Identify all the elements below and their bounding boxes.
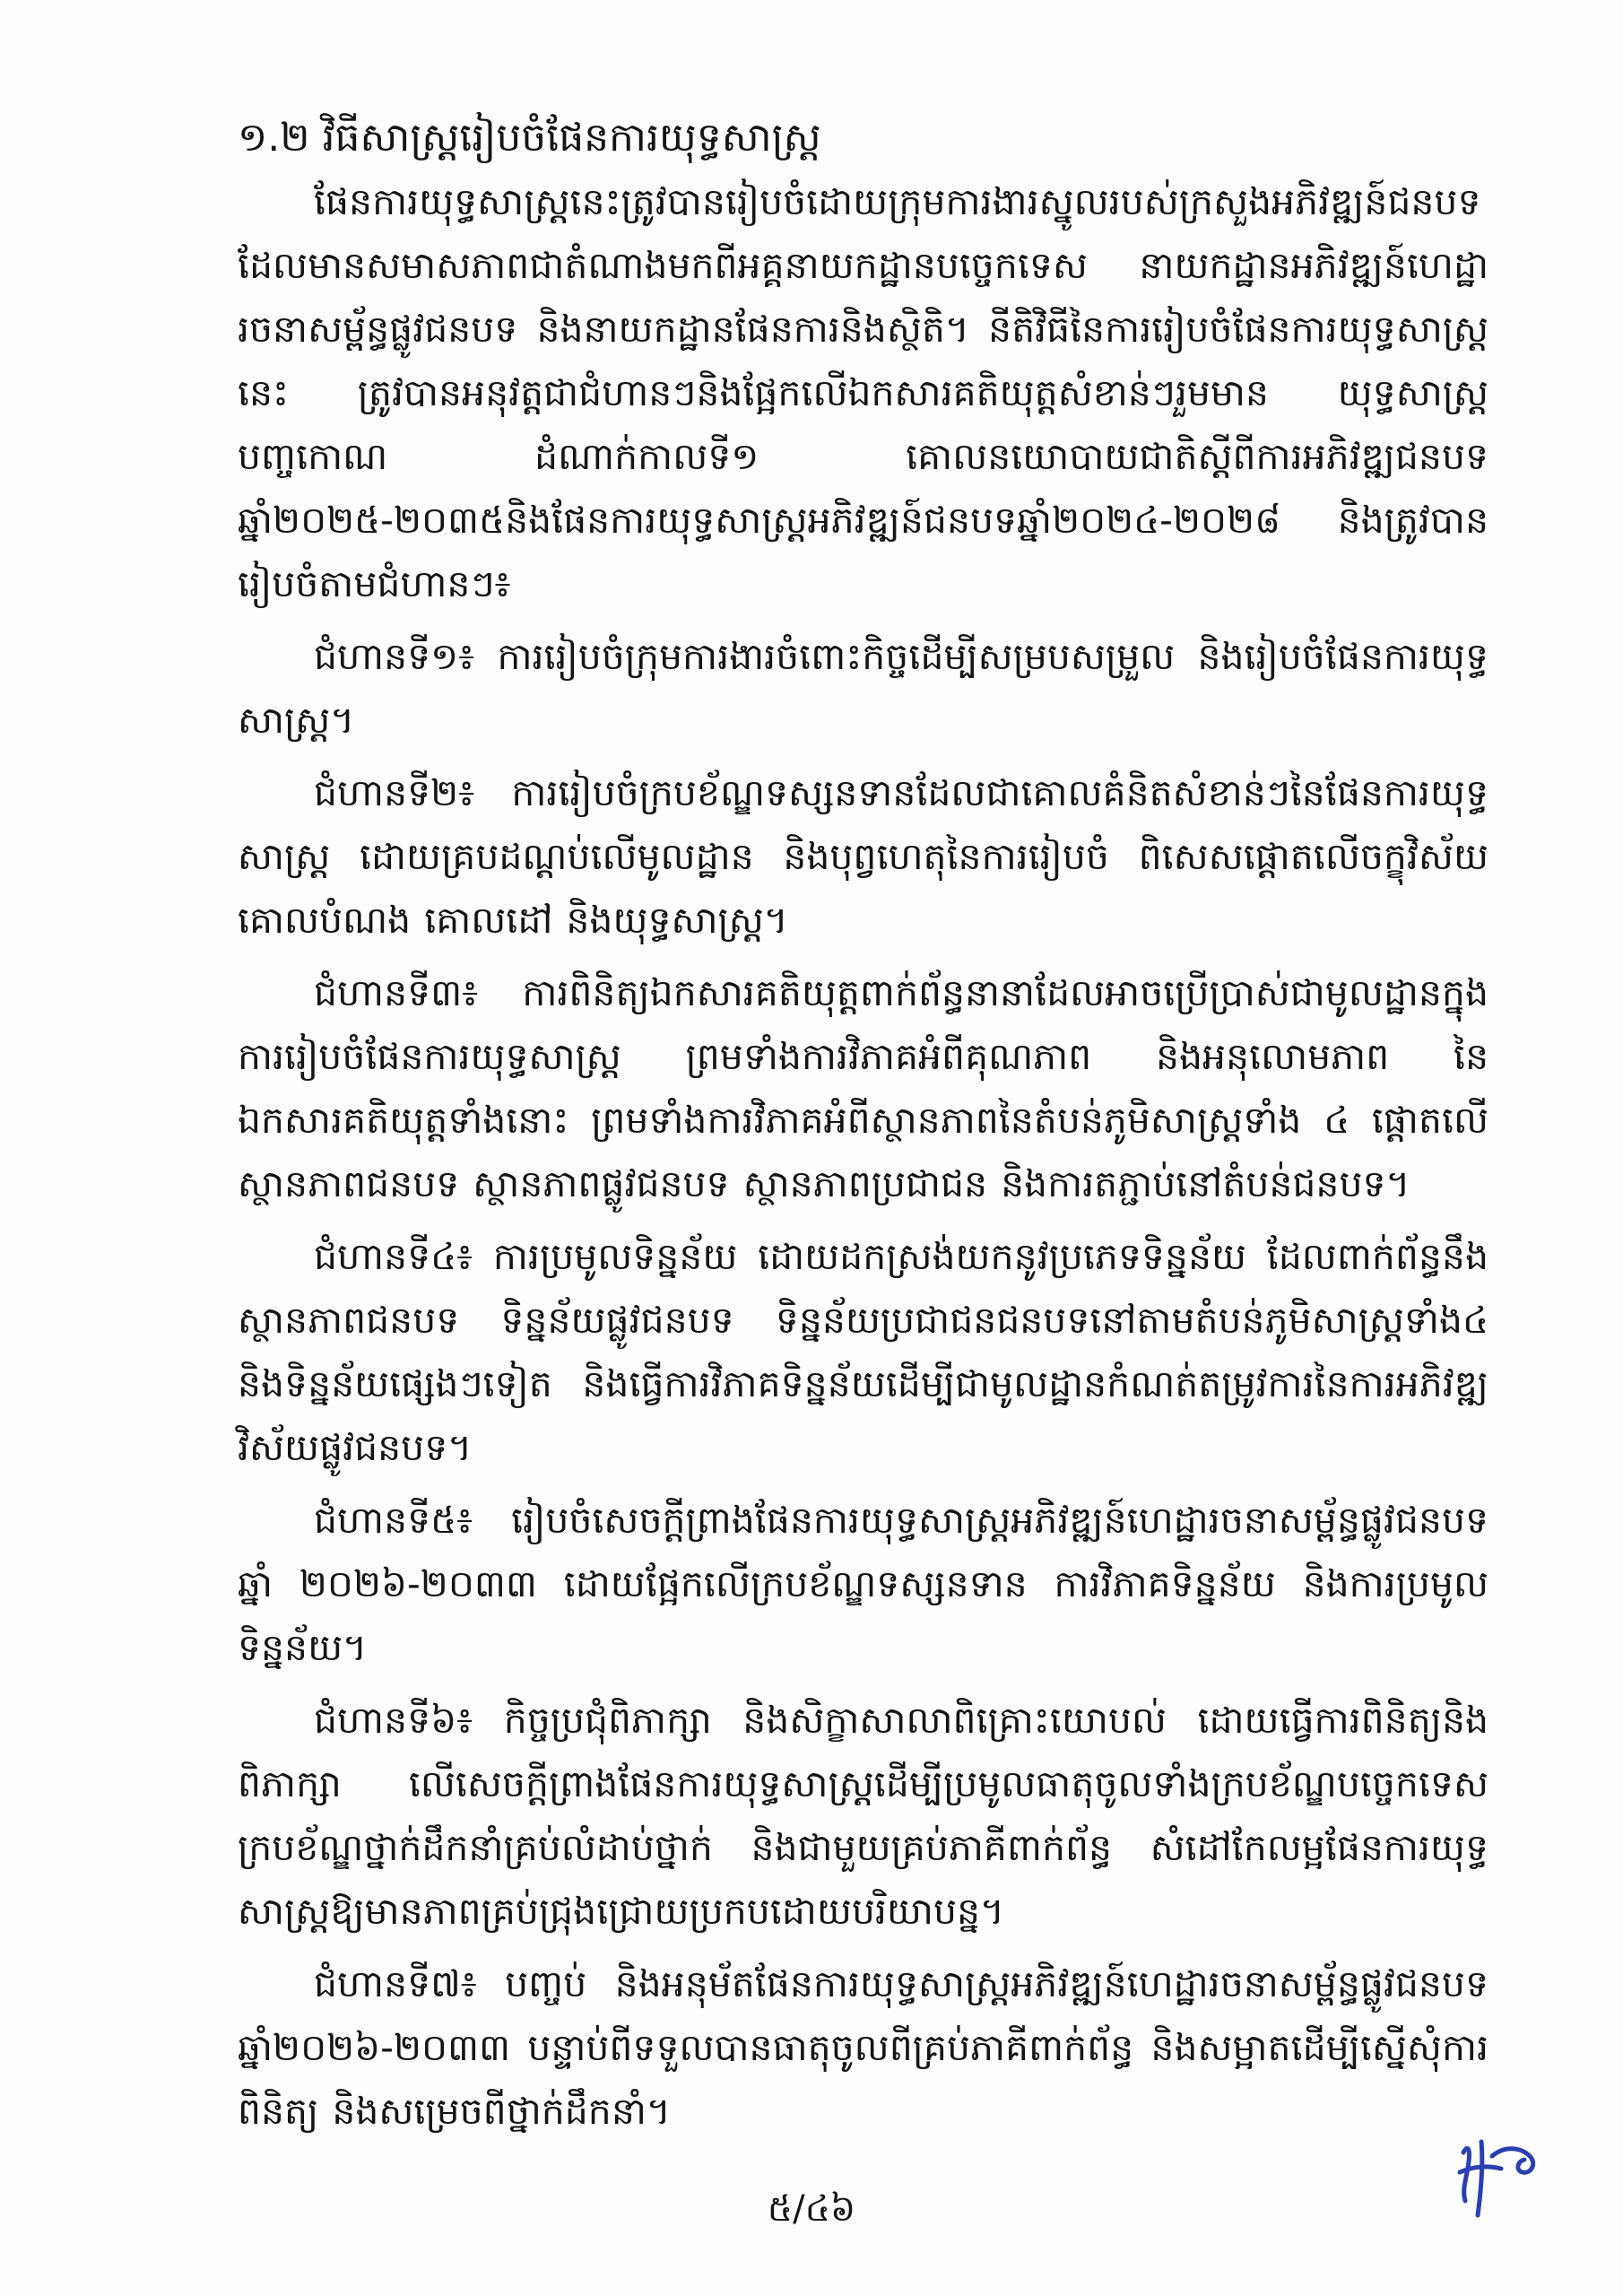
paragraph-step-2: ជំហានទី២៖ ការរៀបចំក្របខ័ណ្ឌទស្សនទានដែលជាគោលគំនិតសំខាន់ៗនៃផែនការយុទ្ធសាស្ត្រ ដោយគ្របដណ្ដប់លើមូលដ្ឋាន និងបុព្វហេតុនៃការរៀបចំ ពិសេសផ្ដោតលើចក្ខុវិស័យ គោលបំណង គោលដៅ និងយុទ្ធសាស្ត្រ។	[238, 771, 1488, 942]
section-heading: ១.២ វិធីសាស្ត្ររៀបចំផែនការយុទ្ធសាស្ត្រ	[238, 115, 821, 161]
paragraph-step-4: ជំហានទី៤៖ ការប្រមូលទិន្នន័យ ដោយដកស្រង់យកនូវប្រភេទទិន្នន័យ ដែលពាក់ព័ន្ធនឹងស្ថានភាពជនបទ ទិន្នន័យផ្លូវជនបទ ទិន្នន័យប្រជាជនជនបទនៅតាមតំបន់ភូមិសាស្ត្រទាំង៤ និងទិន្នន័យផ្សេងៗទៀត និងធ្វើការវិភាគទិន្នន័យដើម្បីជាមូលដ្ឋានកំណត់តម្រូវការនៃការអភិវឌ្ឍវិស័យផ្លូវជនបទ។	[238, 1235, 1488, 1469]
paragraph-intro: ផែនការយុទ្ធសាស្ត្រនេះត្រូវបានរៀបចំដោយក្រុមការងារស្នូលរបស់ក្រសួងអភិវឌ្ឍន៍ជនបទ ដែលមានសមាសភាពជាតំណាងមកពីអគ្គនាយកដ្ឋានបច្ចេកទេស នាយកដ្ឋានអភិវឌ្ឍន៍ហេដ្ឋារចនាសម្ព័ន្ធផ្លូវជនបទ និងនាយកដ្ឋានផែនការនិងស្ថិតិ។ នីតិវិធីនៃការរៀបចំផែនការយុទ្ធសាស្ត្រនេះ ត្រូវបានអនុវត្តជាជំហានៗនិងផ្អែកលើឯកសារគតិយុត្តសំខាន់ៗរួមមាន យុទ្ធសាស្ត្របញ្ចកោណ ដំណាក់កាលទី១ គោលនយោបាយជាតិស្ដីពីការអភិវឌ្ឍជនបទឆ្នាំ២០២៥-២០៣៥និងផែនការយុទ្ធសាស្ត្រអភិវឌ្ឍន៍ជនបទឆ្នាំ២០២៤-២០២៨ និងត្រូវបានរៀបចំតាមជំហានៗ៖	[238, 180, 1488, 605]
paragraph-step-7: ជំហានទី៧៖ បញ្ចប់ និងអនុម័តផែនការយុទ្ធសាស្ត្រអភិវឌ្ឍន៍ហេដ្ឋារចនាសម្ព័ន្ធផ្លូវជនបទឆ្នាំ២០២៦-២០៣៣ បន្ទាប់ពីទទួលបានធាតុចូលពីគ្រប់ភាគីពាក់ព័ន្ធ និងសម្អាតដើម្បីស្នើសុំការពិនិត្យ និងសម្រេចពីថ្នាក់ដឹកនាំ។	[238, 1962, 1488, 2133]
paragraph-step-1: ជំហានទី១៖ ការរៀបចំក្រុមការងារចំពោះកិច្ចដើម្បីសម្របសម្រួល និងរៀបចំផែនការយុទ្ធសាស្ត្រ។	[238, 635, 1488, 742]
page-number: ៥/៤៦	[767, 2188, 856, 2230]
document-body	[238, 106, 1488, 2152]
paragraph-step-6: ជំហានទី៦៖ កិច្ចប្រជុំពិភាក្សា និងសិក្ខាសាលាពិគ្រោះយោបល់ ដោយធ្វើការពិនិត្យនិងពិភាក្សា លើសេចក្ដីព្រាងផែនការយុទ្ធសាស្ត្រដើម្បីប្រមូលធាតុចូលទាំងក្របខ័ណ្ឌបច្ចេកទេស ក្របខ័ណ្ឌថ្នាក់ដឹកនាំគ្រប់លំដាប់ថ្នាក់ និងជាមួយគ្រប់ភាគីពាក់ព័ន្ធ សំដៅកែលម្អផែនការយុទ្ធសាស្ត្រឱ្យមានភាពគ្រប់ជ្រុងជ្រោយប្រកបដោយបរិយាបន្ន។	[238, 1699, 1488, 1933]
paragraph-step-5: ជំហានទី៥៖ រៀបចំសេចក្ដីព្រាងផែនការយុទ្ធសាស្ត្រអភិវឌ្ឍន៍ហេដ្ឋារចនាសម្ព័ន្ធផ្លូវជនបទឆ្នាំ ២០២៦-២០៣៣ ដោយផ្អែកលើក្របខ័ណ្ឌទស្សនទាន ការវិភាគទិន្នន័យ និងការប្រមូលទិន្នន័យ។	[238, 1499, 1488, 1669]
paragraph-step-3: ជំហានទី៣៖ ការពិនិត្យឯកសារគតិយុត្តពាក់ព័ន្ធនានាដែលអាចប្រើប្រាស់ជាមូលដ្ឋានក្នុងការរៀបចំផែនការយុទ្ធសាស្ត្រ ព្រមទាំងការវិភាគអំពីគុណភាព និងអនុលោមភាព នៃឯកសារគតិយុត្តទាំងនោះ ព្រមទាំងការវិភាគអំពីស្ថានភាពនៃតំបន់ភូមិសាស្ត្រទាំង ៤ ផ្ដោតលើស្ថានភាពជនបទ ស្ថានភាពផ្លូវជនបទ ស្ថានភាពប្រជាជន និងការតភ្ជាប់នៅតំបន់ជនបទ។	[238, 971, 1488, 1205]
